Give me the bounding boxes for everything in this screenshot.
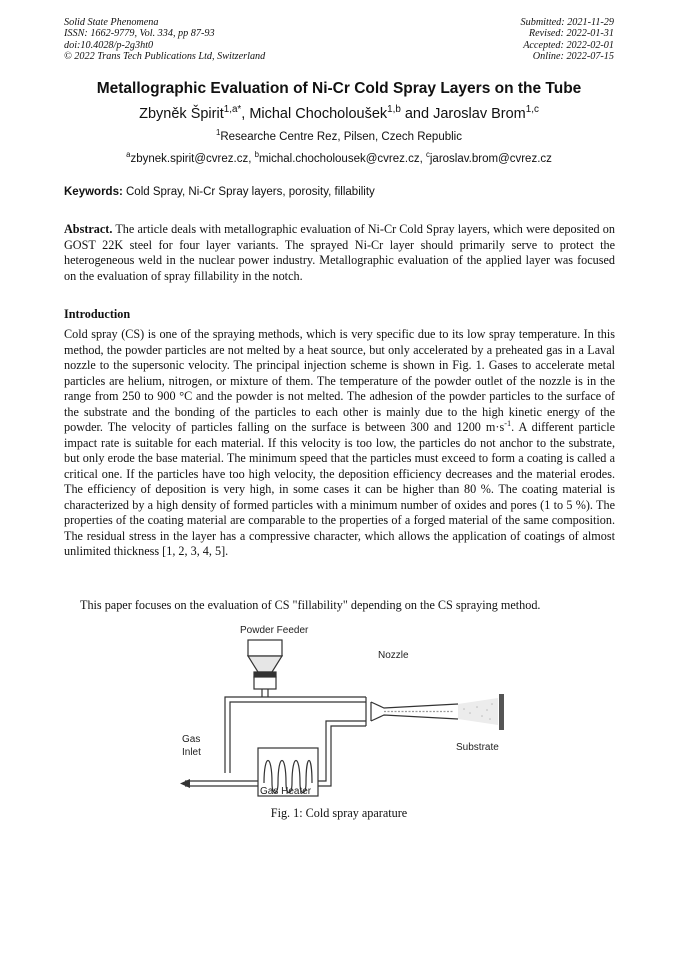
accepted-date: Accepted: 2022-02-01	[523, 39, 614, 51]
keywords	[64, 186, 615, 198]
email-link[interactable]: zbynek.spirit@cvrez.cz,	[130, 153, 255, 165]
figure-caption: Fig. 1: Cold spray aparature	[270, 806, 408, 820]
affiliation-sup: 1	[216, 128, 221, 138]
label-powder-feeder: Powder Feeder	[240, 625, 309, 636]
introduction-paragraph	[64, 327, 615, 560]
email-sup: c	[425, 150, 430, 160]
gas-inlet-arrow	[180, 779, 190, 788]
author-affil-sup: 1,c	[525, 104, 539, 116]
label-substrate: Substrate	[456, 742, 499, 753]
cold-spray-diagram	[168, 618, 508, 798]
paper-title: Metallographic Evaluation of Ni-Cr Cold Spray Layers on the Tube	[96, 80, 582, 97]
section-heading-introduction: Introduction	[64, 307, 131, 321]
label-gas-heater: Gas Heater	[260, 786, 312, 797]
author-affil-sup: 1,b	[387, 104, 401, 116]
journal-info	[64, 17, 265, 63]
spray-plume	[458, 698, 498, 725]
journal-doi: doi:10.4028/p-2g3ht0	[64, 39, 154, 51]
email-link[interactable]: jaroslav.brom@cvrez.cz	[429, 153, 552, 165]
author-name: Jaroslav Brom	[433, 106, 526, 122]
journal-copyright: © 2022 Trans Tech Publications Ltd, Switzerland	[64, 51, 266, 63]
submitted-date: Submitted: 2021-11-29	[520, 17, 614, 28]
powder-feeder-shape	[248, 640, 282, 689]
affiliation	[0, 128, 678, 143]
label-nozzle: Nozzle	[378, 650, 409, 661]
author-affil-sup: 1,a*	[223, 104, 242, 116]
keywords-text: Cold Spray, Ni-Cr Spray layers, porosity, fillability	[122, 186, 375, 198]
focus-paragraph: This paper focuses on the evaluation of CS "fillability" depending on the CS spraying method.	[80, 598, 541, 612]
cold-spray-figure	[168, 618, 508, 798]
abstract-text: The article deals with metallographic evaluation of Ni-Cr Cold Spray layers, which were deposited on GOST 22K steel for four layer variants. The sprayed Ni-Cr layer should primarily serve to protect the heterogeneous weld in the nuclear power industry. Metallographic evaluation of the applied layer was focused on the evaluation of spray fillability in the notch.	[64, 222, 615, 283]
journal-name: Solid State Phenomena	[64, 17, 159, 28]
intro-text: Cold spray (CS) is one of the spraying methods, which is very specific due to its low spray temperature. In this method, the powder particles are not melted by a heat source, but only accelerated by a preheated gas in a Laval nozzle to the supersonic velocity. The principal injection scheme is shown in Fig. 1. Gases to accelerate metal particles are helium, nitrogen, or mixture of them. The temperature of the powder outlet of the nozzle is in the range from 250 to 900 °C and the powder is not melted. The adhesion of the powder particles to the surface of the substrate and the bonding of the particles to each other is mainly due to the high kinetic energy of the powder. The velocity of particles falling on the surface is between 300 and 1200 m·s	[64, 327, 615, 434]
revised-date: Revised: 2022-01-31	[528, 28, 614, 40]
powder-feed-line	[262, 689, 268, 697]
intro-text: . A different particle impact rate is suitable for each material. If this velocity is too low, the particles do not anchor to the substrate, but only erode the base material. The minimum speed that the particles must exceed to form a coating is called a critical one. If the particles have too high velocity, the deposition efficiency decreases and the material erodes. The efficiency of deposition is very high, in some cases it can be higher than 80 %. The coating material is characterized by a high density of formed particles with a minimum number of oxides and pores (1 to 5 %). The properties of the coating material are comparable to the properties of a forged material of the same composition. The residual stress in the layer has a compressive character, which allows the application of coatings of almost unlimited thickness [1, 2, 3, 4, 5].	[64, 420, 615, 558]
email-sup: b	[254, 150, 259, 160]
email-sup: a	[126, 150, 131, 160]
author-separator: ,	[241, 106, 250, 122]
unit-superscript: -1	[504, 418, 512, 428]
author-separator: and	[400, 106, 434, 122]
keywords-label: Keywords:	[64, 186, 123, 198]
author-name: Michal Chocholoušek	[249, 106, 388, 122]
author-emails	[0, 150, 678, 165]
submission-dates	[521, 17, 614, 63]
author-list	[0, 106, 678, 122]
abstract-label: Abstract.	[64, 222, 113, 236]
substrate-shape	[499, 694, 504, 730]
abstract	[64, 222, 615, 284]
author-name: Zbyněk Špirit	[139, 106, 224, 122]
label-inlet: Inlet	[182, 747, 201, 758]
affiliation-text: Researche Centre Rez, Pilsen, Czech Republic	[220, 131, 462, 143]
label-gas: Gas	[182, 734, 201, 745]
email-link[interactable]: michal.chocholousek@cvrez.cz,	[258, 153, 426, 165]
journal-issn: ISSN: 1662-9779, Vol. 334, pp 87-93	[64, 28, 215, 40]
nozzle-shape	[371, 702, 458, 721]
online-date: Online: 2022-07-15	[532, 51, 614, 63]
